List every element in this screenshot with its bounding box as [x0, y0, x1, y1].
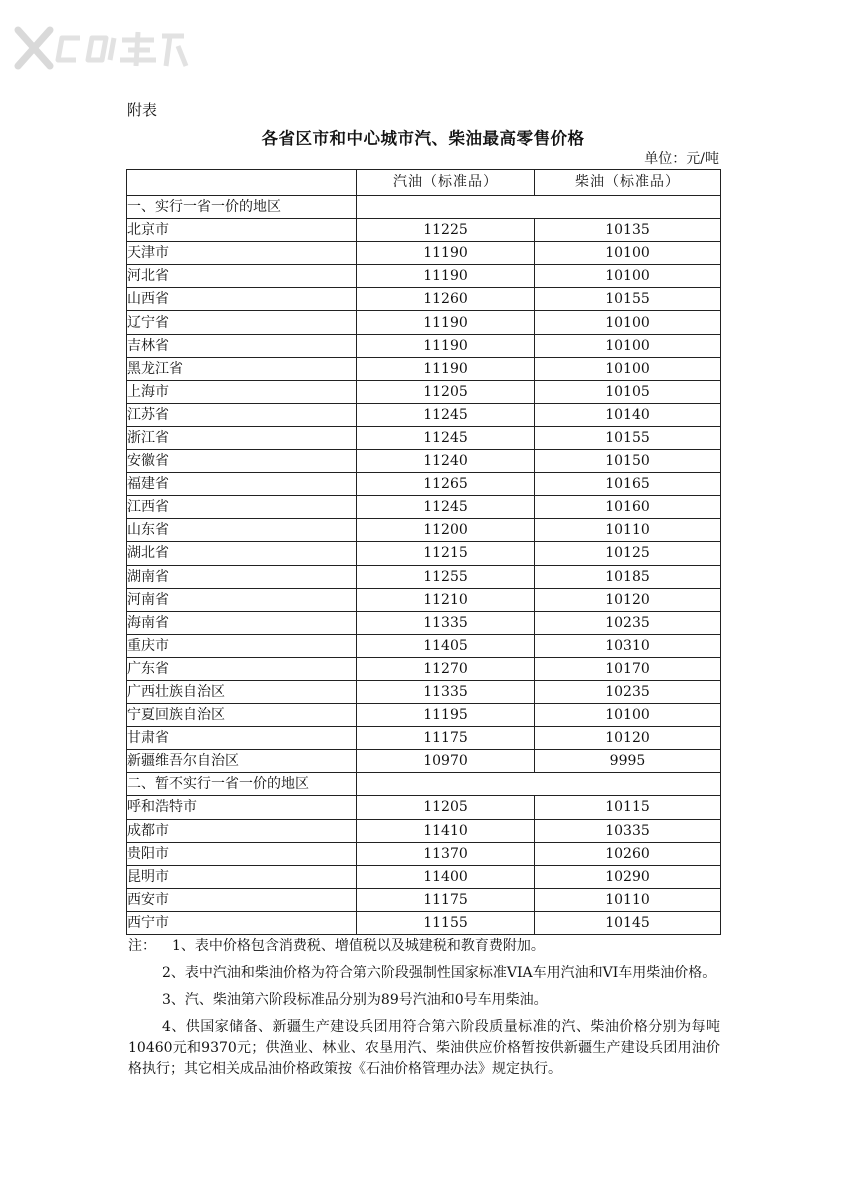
region-name: 山西省 [127, 288, 357, 311]
region-name: 天津市 [127, 242, 357, 265]
gasoline-price: 10970 [357, 750, 535, 773]
table-row [127, 727, 721, 750]
gasoline-price: 11190 [357, 334, 535, 357]
region-name: 安徽省 [127, 450, 357, 473]
region-name: 浙江省 [127, 426, 357, 449]
table-row [127, 288, 721, 311]
table-row [127, 242, 721, 265]
diesel-price: 10110 [535, 519, 721, 542]
price-table [126, 169, 721, 935]
table-row [127, 842, 721, 865]
notes-section [128, 936, 720, 1086]
header-gasoline: 汽油（标准品） [357, 170, 535, 196]
region-name: 北京市 [127, 219, 357, 242]
section-row [127, 196, 721, 219]
gasoline-price: 11260 [357, 288, 535, 311]
gasoline-price: 11190 [357, 242, 535, 265]
xcar-logo [10, 22, 190, 72]
table-row [127, 680, 721, 703]
section-label: 一、实行一省一价的地区 [127, 196, 357, 219]
diesel-price: 10170 [535, 657, 721, 680]
gasoline-price: 11175 [357, 727, 535, 750]
region-name: 江西省 [127, 496, 357, 519]
gasoline-price: 11175 [357, 888, 535, 911]
region-name: 广西壮族自治区 [127, 680, 357, 703]
gasoline-price: 11195 [357, 704, 535, 727]
diesel-price: 10310 [535, 634, 721, 657]
table-row [127, 219, 721, 242]
diesel-price: 10115 [535, 796, 721, 819]
diesel-price: 10135 [535, 219, 721, 242]
gasoline-price: 11205 [357, 796, 535, 819]
table-row [127, 311, 721, 334]
note-3: 3、汽、柴油第六阶段标准品分别为89号汽油和0号车用柴油。 [162, 992, 548, 1008]
gasoline-price: 11400 [357, 865, 535, 888]
diesel-price: 10100 [535, 265, 721, 288]
gasoline-price: 11270 [357, 657, 535, 680]
table-row [127, 265, 721, 288]
gasoline-price: 11210 [357, 588, 535, 611]
gasoline-price: 11335 [357, 680, 535, 703]
gasoline-price: 11245 [357, 496, 535, 519]
region-name: 西安市 [127, 888, 357, 911]
region-name: 成都市 [127, 819, 357, 842]
diesel-price: 10140 [535, 403, 721, 426]
diesel-price: 10100 [535, 311, 721, 334]
header-diesel: 柴油（标准品） [535, 170, 721, 196]
diesel-price: 10150 [535, 450, 721, 473]
table-row [127, 565, 721, 588]
diesel-price: 10260 [535, 842, 721, 865]
table-row [127, 519, 721, 542]
gasoline-price: 11190 [357, 357, 535, 380]
table-body [127, 196, 721, 935]
table-row [127, 380, 721, 403]
gasoline-price: 11240 [357, 450, 535, 473]
diesel-price: 10160 [535, 496, 721, 519]
gasoline-price: 11215 [357, 542, 535, 565]
region-name: 上海市 [127, 380, 357, 403]
page-title: 各省区市和中心城市汽、柴油最高零售价格 [261, 129, 585, 148]
gasoline-price: 11190 [357, 265, 535, 288]
region-name: 海南省 [127, 611, 357, 634]
table-header-row [127, 170, 721, 196]
table-row [127, 357, 721, 380]
diesel-price: 10165 [535, 473, 721, 496]
region-name: 黑龙江省 [127, 357, 357, 380]
gasoline-price: 11205 [357, 380, 535, 403]
region-name: 河南省 [127, 588, 357, 611]
note-2: 2、表中汽油和柴油价格为符合第六阶段强制性国家标准VIA车用汽油和VI车用柴油价格。 [162, 965, 717, 981]
region-name: 西宁市 [127, 911, 357, 934]
diesel-price: 10235 [535, 680, 721, 703]
note-4: 4、供国家储备、新疆生产建设兵团用符合第六阶段质量标准的汽、柴油价格分别为每吨10460元和9370元；供渔业、林业、农垦用汽、柴油供应价格暂按供新疆生产建设兵团用油价格执行；其它相关成品油价格政策按《石油价格管理办法》规定执行。 [128, 1019, 720, 1077]
diesel-price: 10100 [535, 334, 721, 357]
diesel-price: 10100 [535, 357, 721, 380]
diesel-price: 10290 [535, 865, 721, 888]
gasoline-price: 11200 [357, 519, 535, 542]
table-row [127, 496, 721, 519]
region-name: 广东省 [127, 657, 357, 680]
gasoline-price: 11405 [357, 634, 535, 657]
region-name: 呼和浩特市 [127, 796, 357, 819]
region-name: 福建省 [127, 473, 357, 496]
diesel-price: 10100 [535, 242, 721, 265]
table-row [127, 403, 721, 426]
gasoline-price: 11245 [357, 426, 535, 449]
gasoline-price: 11155 [357, 911, 535, 934]
table-row [127, 542, 721, 565]
region-name: 山东省 [127, 519, 357, 542]
diesel-price: 10235 [535, 611, 721, 634]
table-row [127, 888, 721, 911]
gasoline-price: 11245 [357, 403, 535, 426]
region-name: 辽宁省 [127, 311, 357, 334]
section-fill [357, 773, 721, 796]
diesel-price: 10335 [535, 819, 721, 842]
gasoline-price: 11255 [357, 565, 535, 588]
table-row [127, 750, 721, 773]
appendix-label: 附表 [127, 101, 158, 119]
diesel-price: 9995 [535, 750, 721, 773]
table-row [127, 611, 721, 634]
region-name: 湖北省 [127, 542, 357, 565]
section-label: 二、暂不实行一省一价的地区 [127, 773, 357, 796]
table-row [127, 819, 721, 842]
region-name: 新疆维吾尔自治区 [127, 750, 357, 773]
gasoline-price: 11410 [357, 819, 535, 842]
diesel-price: 10125 [535, 542, 721, 565]
diesel-price: 10120 [535, 588, 721, 611]
region-name: 江苏省 [127, 403, 357, 426]
xcar-logo-mark [10, 22, 190, 72]
gasoline-price: 11190 [357, 311, 535, 334]
table-row [127, 865, 721, 888]
table-row [127, 334, 721, 357]
table-row [127, 704, 721, 727]
region-name: 重庆市 [127, 634, 357, 657]
table-row [127, 473, 721, 496]
gasoline-price: 11335 [357, 611, 535, 634]
region-name: 昆明市 [127, 865, 357, 888]
gasoline-price: 11225 [357, 219, 535, 242]
region-name: 河北省 [127, 265, 357, 288]
diesel-price: 10145 [535, 911, 721, 934]
unit-label: 单位：元/吨 [644, 151, 719, 167]
region-name: 贵阳市 [127, 842, 357, 865]
table-row [127, 634, 721, 657]
diesel-price: 10100 [535, 704, 721, 727]
section-fill [357, 196, 721, 219]
diesel-price: 10155 [535, 426, 721, 449]
notes-label: 注： [128, 938, 156, 954]
diesel-price: 10185 [535, 565, 721, 588]
region-name: 吉林省 [127, 334, 357, 357]
table-row [127, 588, 721, 611]
note-1-text: 1、表中价格包含消费税、增值税以及城建税和教育费附加。 [172, 938, 545, 954]
gasoline-price: 11265 [357, 473, 535, 496]
section-row [127, 773, 721, 796]
diesel-price: 10120 [535, 727, 721, 750]
table-row [127, 450, 721, 473]
table-row [127, 426, 721, 449]
diesel-price: 10155 [535, 288, 721, 311]
table-row [127, 796, 721, 819]
region-name: 湖南省 [127, 565, 357, 588]
diesel-price: 10105 [535, 380, 721, 403]
header-region [127, 170, 357, 196]
table-row [127, 657, 721, 680]
region-name: 甘肃省 [127, 727, 357, 750]
table-row [127, 911, 721, 934]
region-name: 宁夏回族自治区 [127, 704, 357, 727]
note-1 [128, 936, 720, 957]
diesel-price: 10110 [535, 888, 721, 911]
gasoline-price: 11370 [357, 842, 535, 865]
